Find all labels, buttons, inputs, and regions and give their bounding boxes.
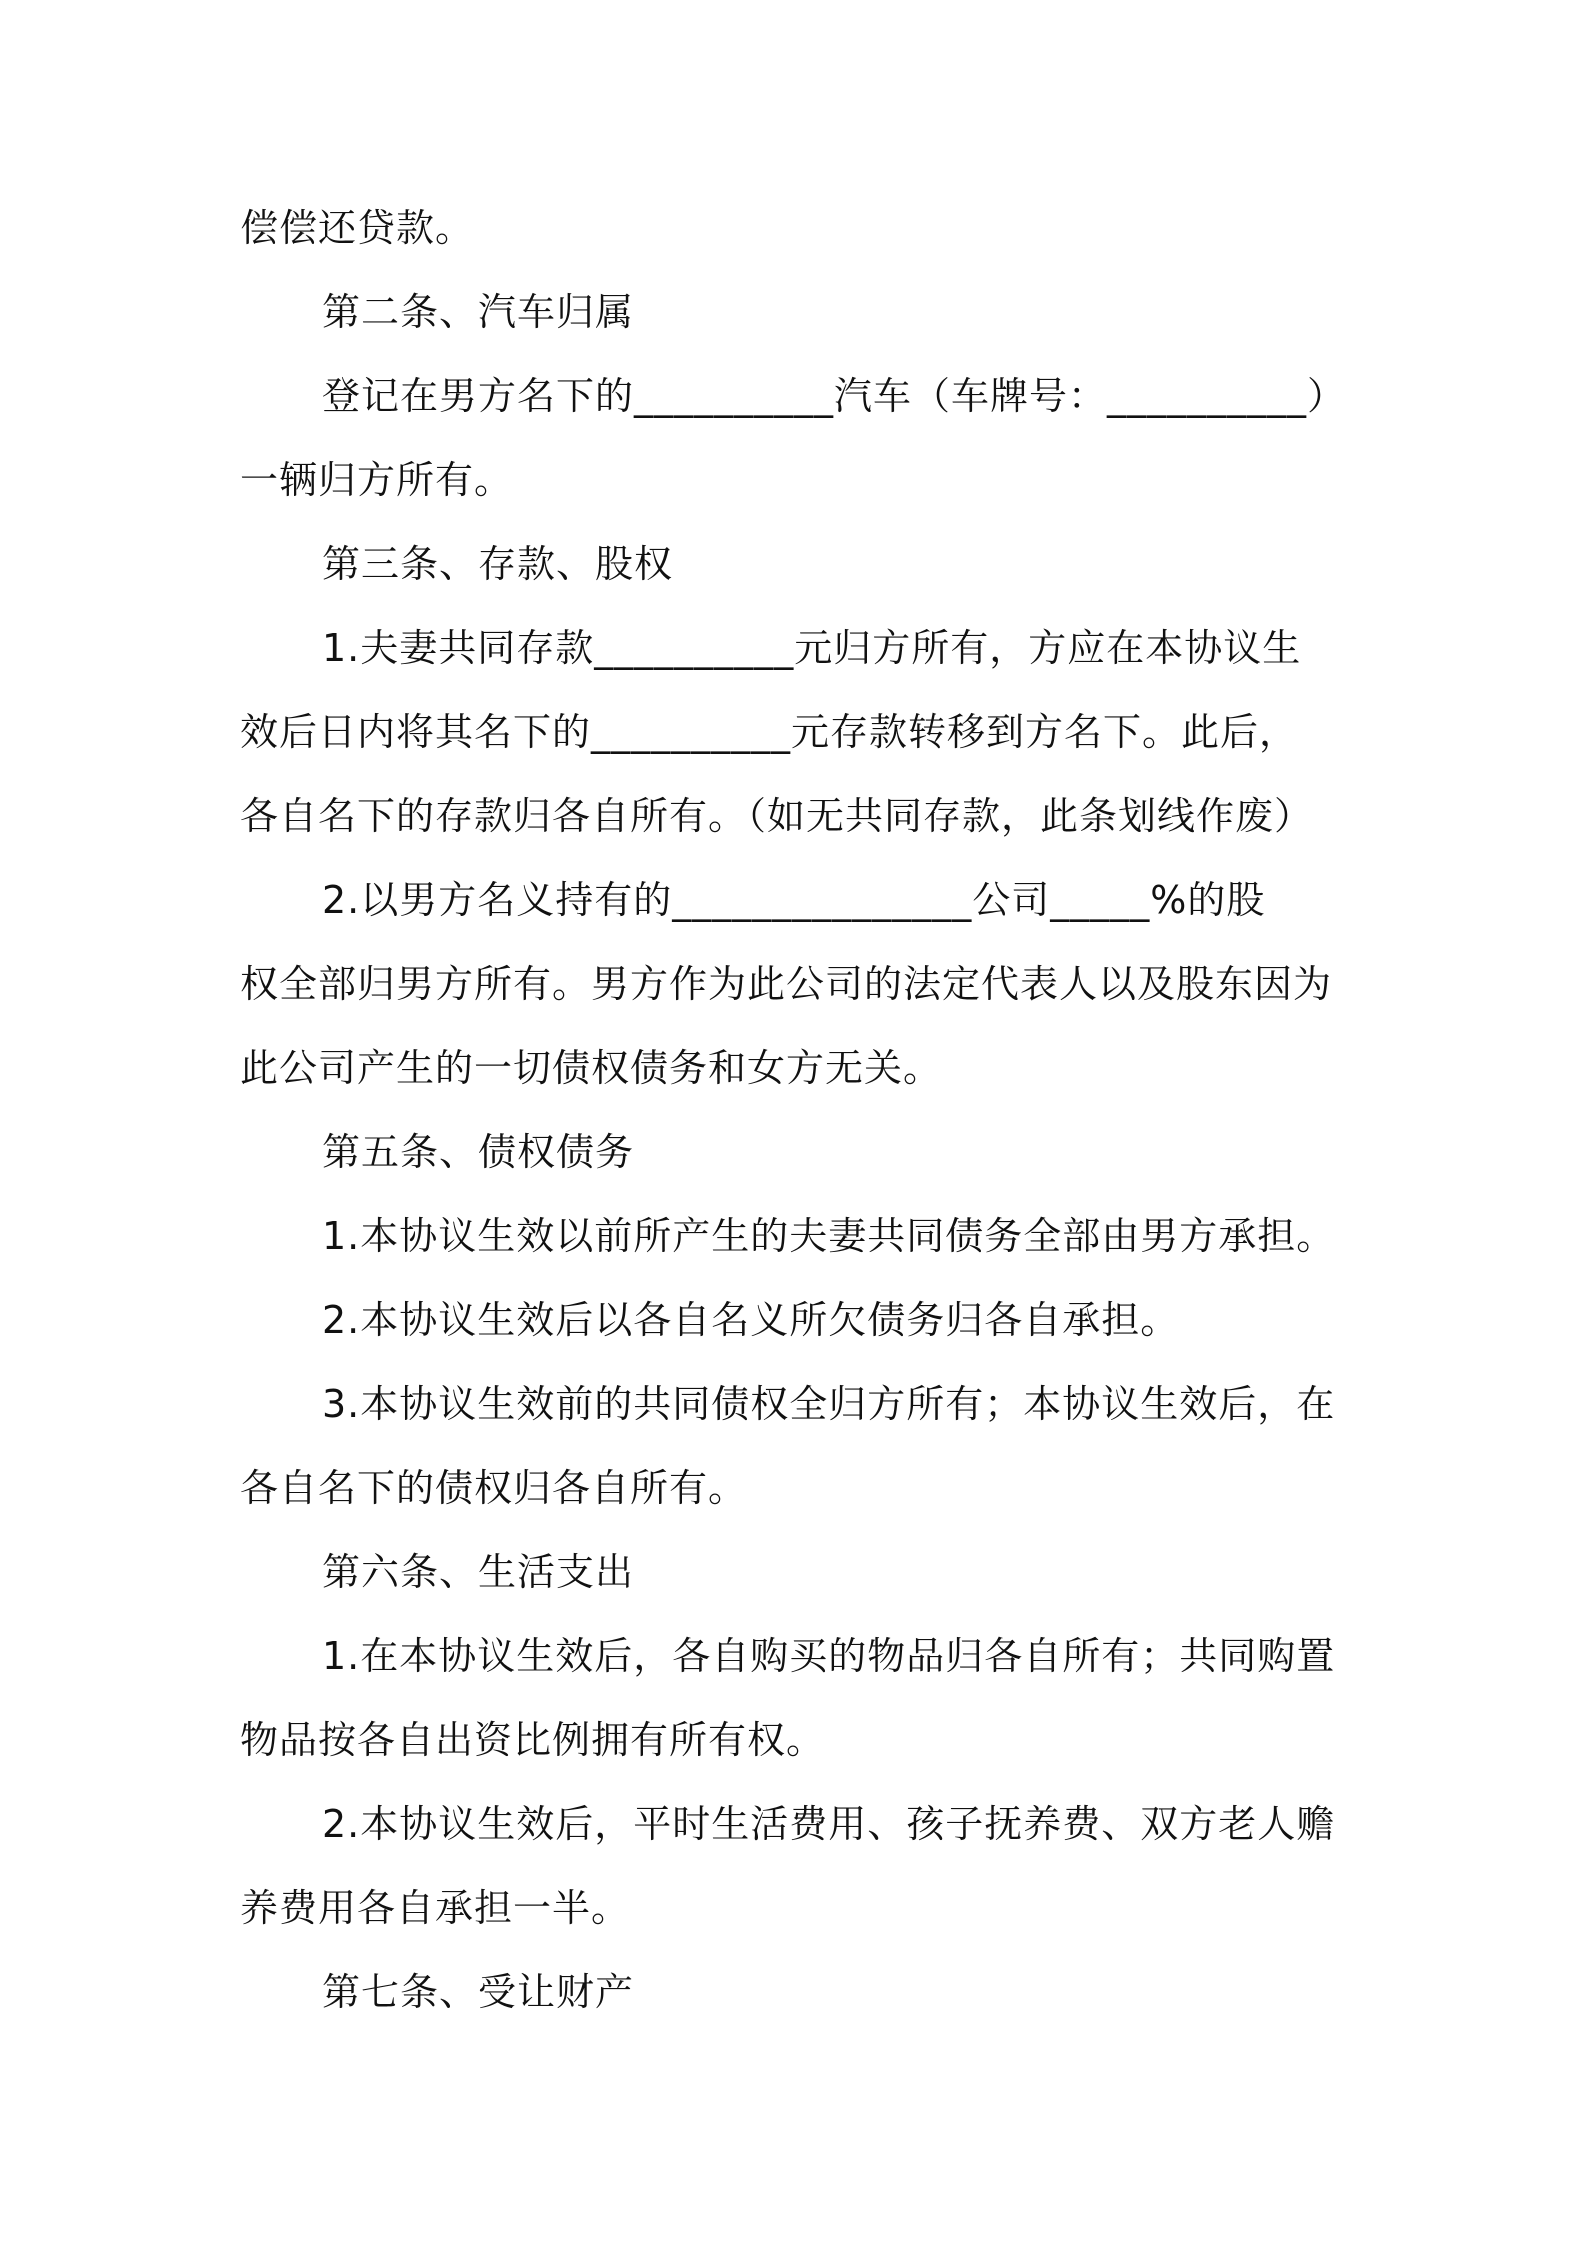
section-heading: 第六条、生活支出 [322, 1550, 635, 1594]
text-line: 此公司产生的一切债权债务和女方无关。 [240, 1046, 943, 1090]
text-line: 2.本协议生效后以各自名义所欠债务归各自承担。 [322, 1298, 1180, 1342]
text-line: 各自名下的债权归各自所有。 [240, 1466, 748, 1510]
section-heading: 第三条、存款、股权 [322, 542, 674, 586]
text-line: 1.在本协议生效后，各自购买的物品归各自所有；共同购置 [322, 1634, 1336, 1678]
text-line: 偿偿还贷款。 [240, 206, 475, 250]
text-line: 登记在男方名下的__________汽车（车牌号：__________） [322, 374, 1347, 418]
section-heading: 第二条、汽车归属 [322, 290, 635, 334]
text-line: 一辆归方所有。 [240, 458, 514, 502]
text-line: 1.本协议生效以前所产生的夫妻共同债务全部由男方承担。 [322, 1214, 1336, 1258]
text-line: 2.以男方名义持有的_______________公司_____%的股 [322, 878, 1266, 922]
text-line: 1.夫妻共同存款__________元归方所有，方应在本协议生 [322, 626, 1302, 670]
text-line: 养费用各自承担一半。 [240, 1886, 631, 1930]
text-line: 效后日内将其名下的__________元存款转移到方名下。此后， [240, 710, 1299, 754]
section-heading: 第七条、受让财产 [322, 1970, 635, 2014]
text-line: 物品按各自出资比例拥有所有权。 [240, 1718, 826, 1762]
text-line: 权全部归男方所有。男方作为此公司的法定代表人以及股东因为 [240, 962, 1333, 1006]
text-line: 2.本协议生效后，平时生活费用、孩子抚养费、双方老人赡 [322, 1802, 1336, 1846]
section-heading: 第五条、债权债务 [322, 1130, 635, 1174]
text-line: 各自名下的存款归各自所有。（如无共同存款，此条划线作废） [240, 794, 1314, 838]
text-line: 3.本协议生效前的共同债权全归方所有；本协议生效后，在 [322, 1382, 1336, 1426]
